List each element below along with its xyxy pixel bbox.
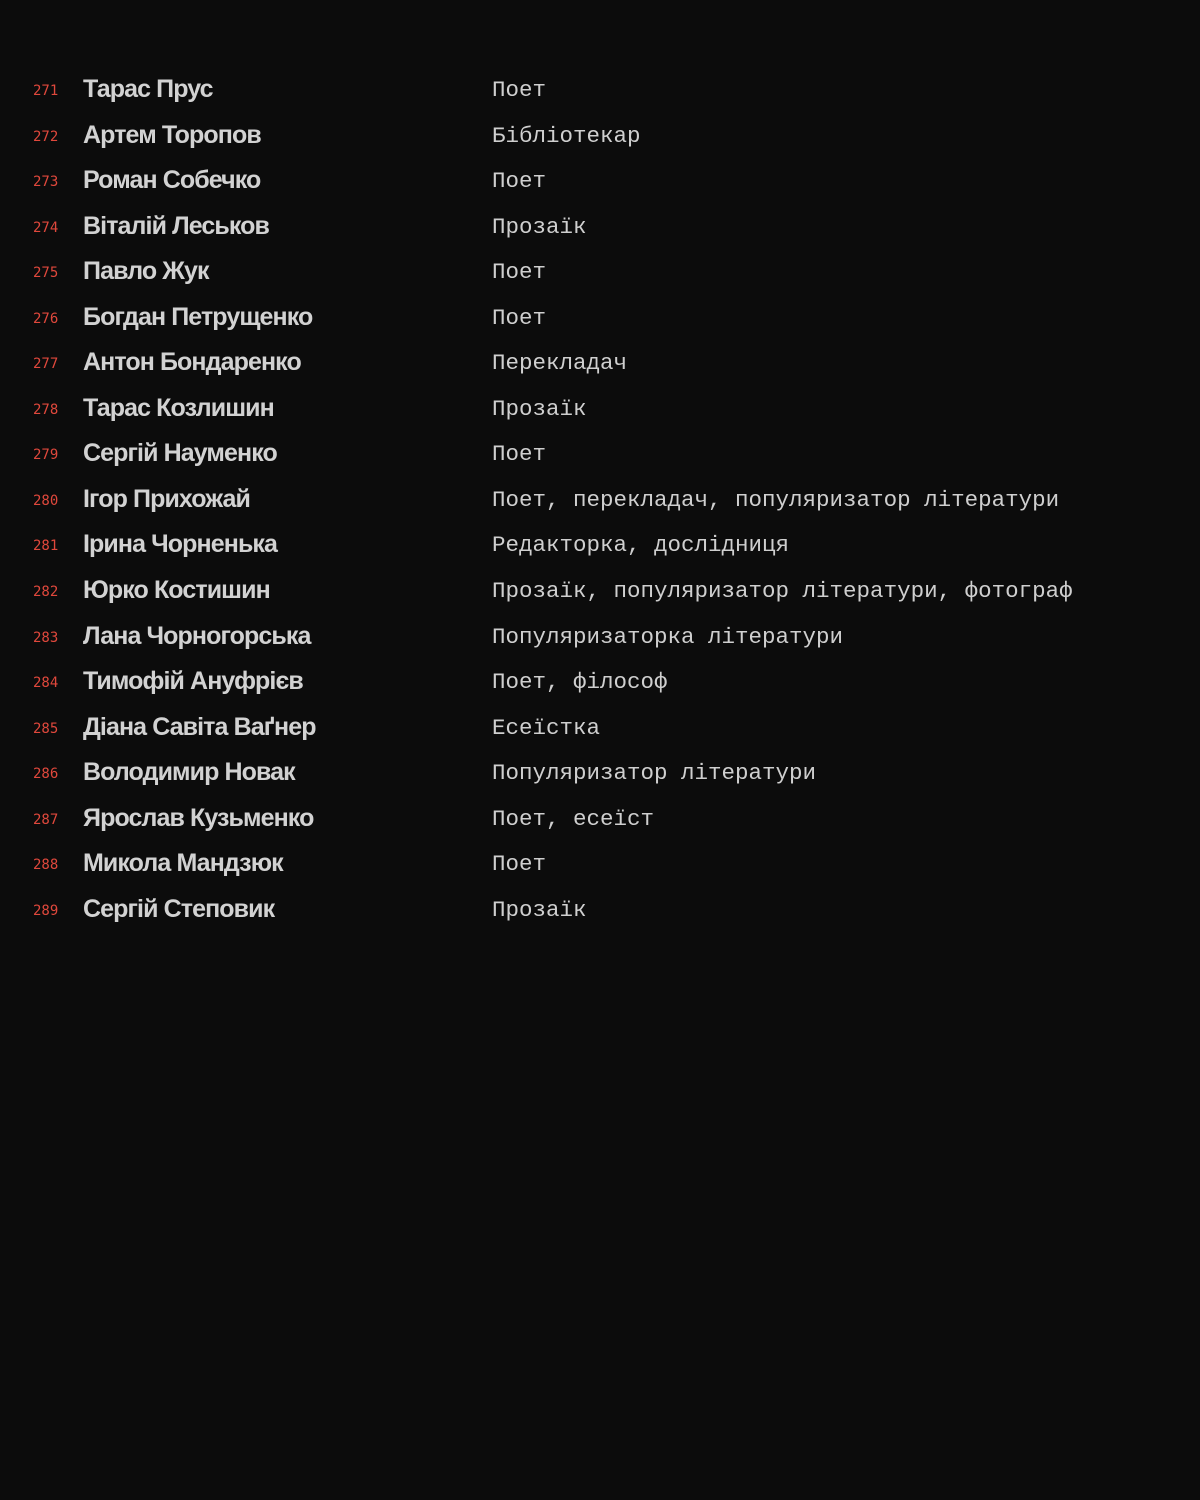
entry-role: Популяризаторка літератури [492, 623, 844, 650]
entry-name: Ігор Прихожай [83, 484, 250, 513]
entries-list [0, 67, 1200, 932]
entry-name: Тимофій Ануфрієв [83, 667, 303, 696]
entry-name: Артем Торопов [83, 120, 261, 149]
list-item [0, 249, 1200, 295]
list-item [0, 386, 1200, 432]
entry-role: Популяризатор літератури [492, 760, 817, 787]
entry-role: Поет, перекладач, популяризатор літератури [492, 486, 1060, 513]
entry-number: 287 [33, 811, 59, 828]
entry-role: Поет [492, 259, 547, 286]
entry-number: 274 [33, 219, 59, 236]
list-item [0, 158, 1200, 204]
entry-name: Тарас Прус [83, 75, 213, 103]
entry-name: Сергій Науменко [83, 439, 277, 468]
entry-number: 286 [33, 766, 59, 783]
entry-name: Діана Савіта Ваґнер [83, 712, 316, 741]
list-item [0, 295, 1200, 341]
entry-number: 285 [33, 720, 59, 737]
entry-role: Поет [492, 851, 547, 878]
entry-number: 275 [33, 265, 59, 282]
entry-role: Поет [492, 441, 547, 468]
entry-name: Тарас Козлишин [83, 393, 274, 422]
list-item [0, 477, 1200, 523]
entry-number: 284 [33, 675, 59, 692]
list-item [0, 340, 1200, 386]
entry-number: 288 [33, 857, 59, 874]
entry-name: Ярослав Кузьменко [83, 803, 314, 832]
entry-number: 277 [33, 356, 59, 373]
entry-number: 283 [33, 629, 59, 646]
entry-number: 276 [33, 310, 59, 327]
list-item [0, 113, 1200, 159]
entry-number: 281 [33, 538, 59, 555]
entry-role: Поет, філософ [492, 669, 668, 696]
entry-number: 289 [33, 902, 59, 919]
entry-number: 280 [33, 492, 59, 509]
list-item [0, 796, 1200, 842]
list-item [0, 204, 1200, 250]
entry-name: Антон Бондаренко [83, 348, 301, 377]
entry-role: Поет [492, 168, 547, 195]
entry-name: Юрко Костишин [83, 576, 270, 605]
entry-role: Поет, есеїст [492, 805, 655, 832]
entry-number: 272 [33, 128, 59, 145]
list-item [0, 67, 1200, 113]
entry-name: Ірина Чорненька [83, 530, 278, 559]
list-item [0, 614, 1200, 660]
list-item [0, 659, 1200, 705]
entry-name: Роман Собечко [83, 166, 261, 195]
list-item [0, 705, 1200, 751]
list-item [0, 841, 1200, 887]
list-item [0, 522, 1200, 568]
entry-role: Поет [492, 77, 547, 103]
entry-name: Павло Жук [83, 257, 209, 286]
list-item [0, 887, 1200, 933]
entry-number: 278 [33, 401, 59, 418]
entry-number: 273 [33, 174, 59, 191]
entry-number: 282 [33, 584, 59, 601]
entry-name: Сергій Степовик [83, 894, 275, 923]
entry-name: Лана Чорногорська [83, 621, 311, 650]
entry-role: Прозаїк [492, 395, 587, 422]
entry-role: Прозаїк [492, 213, 587, 240]
entry-role: Перекладач [492, 350, 628, 377]
entry-number: 279 [33, 447, 59, 464]
entry-name: Віталій Леськов [83, 211, 269, 240]
list-item [0, 431, 1200, 477]
entry-name: Володимир Новак [83, 758, 295, 787]
entry-role: Прозаїк, популяризатор літератури, фотограф [492, 578, 1073, 605]
entry-name: Микола Мандзюк [83, 849, 283, 878]
entry-role: Прозаїк [492, 896, 587, 923]
entry-number: 271 [33, 83, 59, 99]
entry-role: Бібліотекар [492, 122, 641, 149]
entry-role: Есеїстка [492, 714, 601, 741]
entry-role: Поет [492, 304, 547, 331]
entry-name: Богдан Петрущенко [83, 302, 313, 331]
list-item [0, 750, 1200, 796]
entry-role: Редакторка, дослідниця [492, 532, 790, 559]
list-item [0, 568, 1200, 614]
